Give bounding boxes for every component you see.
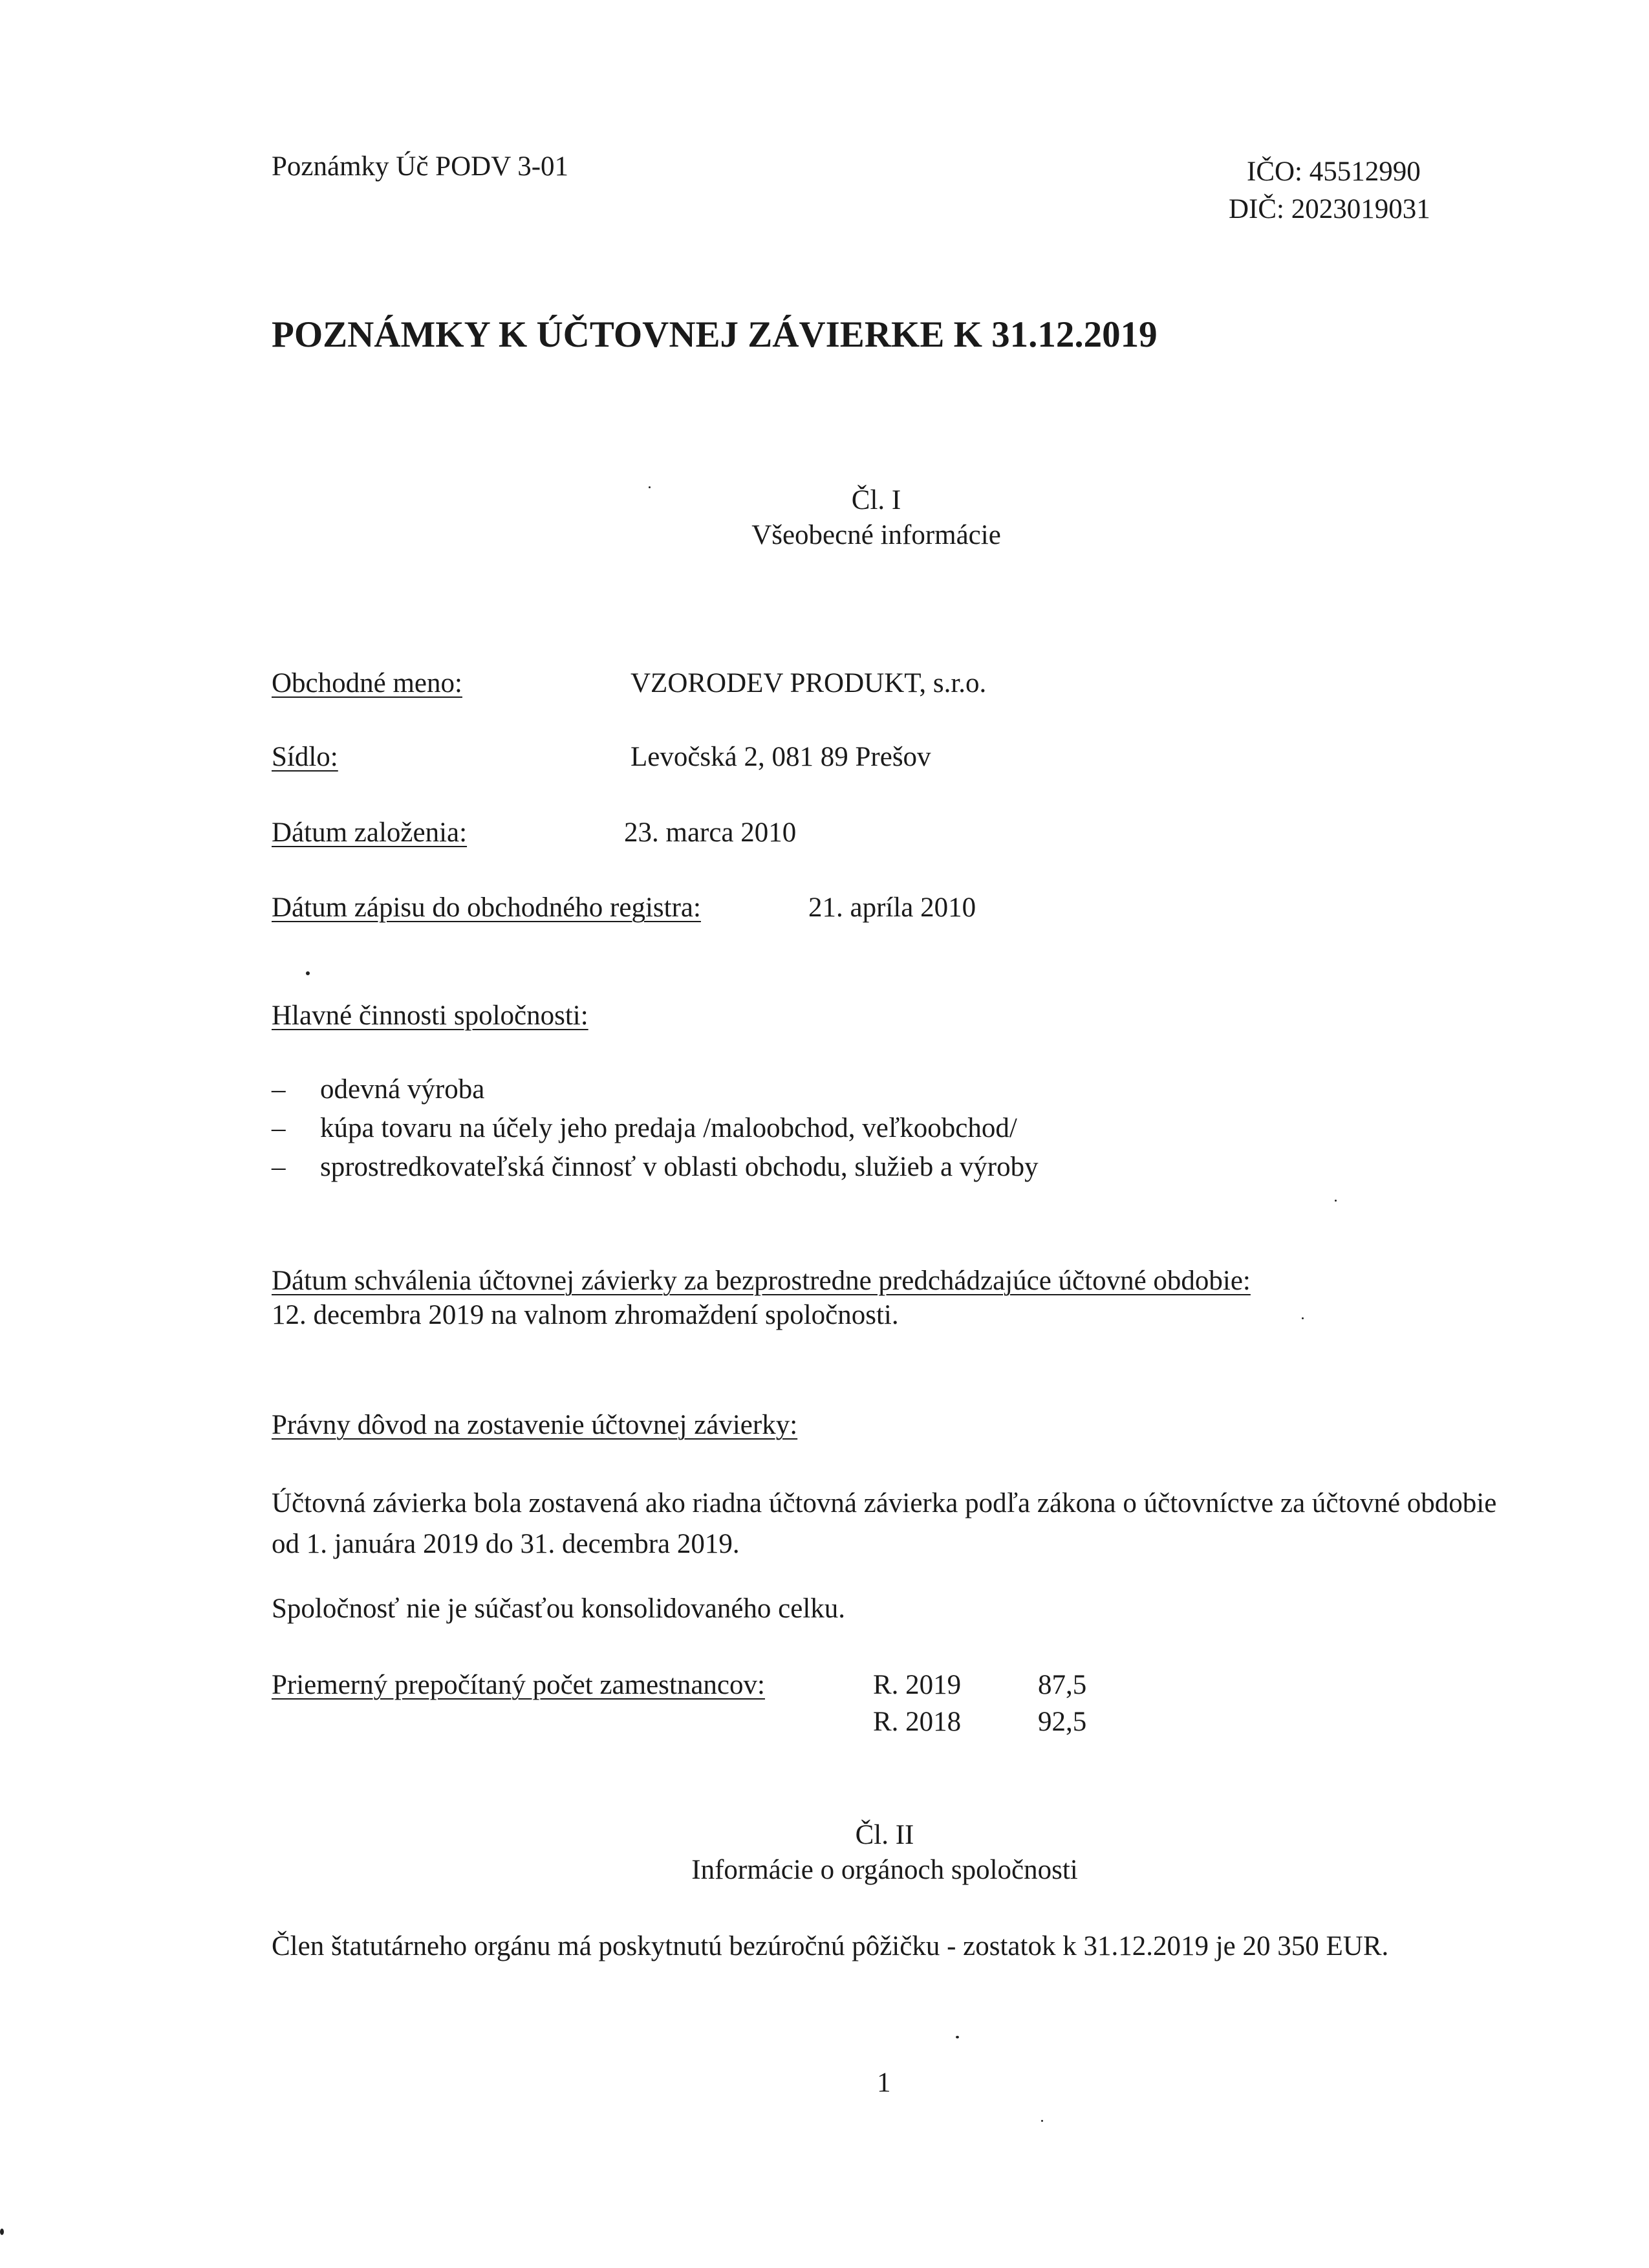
- employees-year-2018: R. 2018: [873, 1707, 962, 1737]
- page-number: 1: [877, 2068, 891, 2098]
- activity-item: – kúpa tovaru na účely jeho predaja /maloobchod, veľkoobchod/: [272, 1109, 1039, 1148]
- dic-number: DIČ: 2023019031: [1229, 194, 1430, 224]
- scan-speck: [1335, 1200, 1337, 1202]
- consolidation-text: Spoločnosť nie je súčasťou konsolidovaného celku.: [272, 1593, 846, 1624]
- founded-value: 23. marca 2010: [624, 817, 797, 848]
- seat-label: Sídlo:: [272, 742, 338, 772]
- employees-value-2018: 92,5: [1038, 1707, 1087, 1737]
- company-name-label: Obchodné meno:: [272, 668, 462, 698]
- ico-number: IČO: 45512990: [1247, 157, 1421, 187]
- legal-basis-text: Účtovná závierka bola zostavená ako riadna účtovná závierka podľa zákona o účtovníctve za účtovné obdobie od 1. januára 2019 do 31. decembra 2019.: [272, 1488, 1497, 1559]
- scan-speck: [1302, 1317, 1304, 1319]
- employees-label: Priemerný prepočítaný počet zamestnancov:: [272, 1670, 765, 1700]
- scan-speck: [649, 486, 651, 488]
- section-2-number: Čl. II: [855, 1820, 914, 1850]
- employees-year-2019: R. 2019: [873, 1670, 962, 1700]
- employees-value-2019: 87,5: [1038, 1670, 1087, 1700]
- legal-basis-label: Právny dôvod na zostavenie účtovnej závierky:: [272, 1410, 798, 1440]
- approval-label: Dátum schválenia účtovnej závierky za bezprostredne predchádzajúce účtovné obdobie:: [272, 1266, 1251, 1296]
- section-1-heading: Všeobecné informácie: [751, 520, 1001, 550]
- company-name-value: VZORODEV PRODUKT, s.r.o.: [630, 668, 987, 698]
- activity-item: – sprostredkovateľská činnosť v oblasti obchodu, služieb a výroby: [272, 1148, 1039, 1187]
- seat-value: Levočská 2, 081 89 Prešov: [630, 742, 931, 772]
- registered-value: 21. apríla 2010: [808, 892, 976, 923]
- document-code: Poznámky Úč PODV 3-01: [272, 151, 569, 182]
- activity-item: – odevná výroba: [272, 1070, 1039, 1109]
- scan-speck: [956, 2036, 959, 2038]
- section-2-heading: Informácie o orgánoch spoločnosti: [691, 1855, 1078, 1885]
- scan-speck: [0, 2229, 4, 2235]
- registered-label: Dátum zápisu do obchodného registra:: [272, 892, 701, 923]
- section-2-text: Člen štatutárneho orgánu má poskytnutú bezúročnú pôžičku - zostatok k 31.12.2019 je 20 350 EUR.: [272, 1931, 1389, 1961]
- document-title: POZNÁMKY K ÚČTOVNEJ ZÁVIERKE K 31.12.2019: [272, 314, 1158, 355]
- activities-list: [272, 1070, 1039, 1187]
- founded-label: Dátum založenia:: [272, 817, 468, 848]
- scan-speck: [1041, 2120, 1043, 2122]
- scan-speck: [306, 971, 310, 975]
- section-1-number: Čl. I: [851, 485, 901, 515]
- activities-label: Hlavné činnosti spoločnosti:: [272, 1000, 588, 1031]
- approval-text: 12. decembra 2019 na valnom zhromaždení spoločnosti.: [272, 1300, 899, 1330]
